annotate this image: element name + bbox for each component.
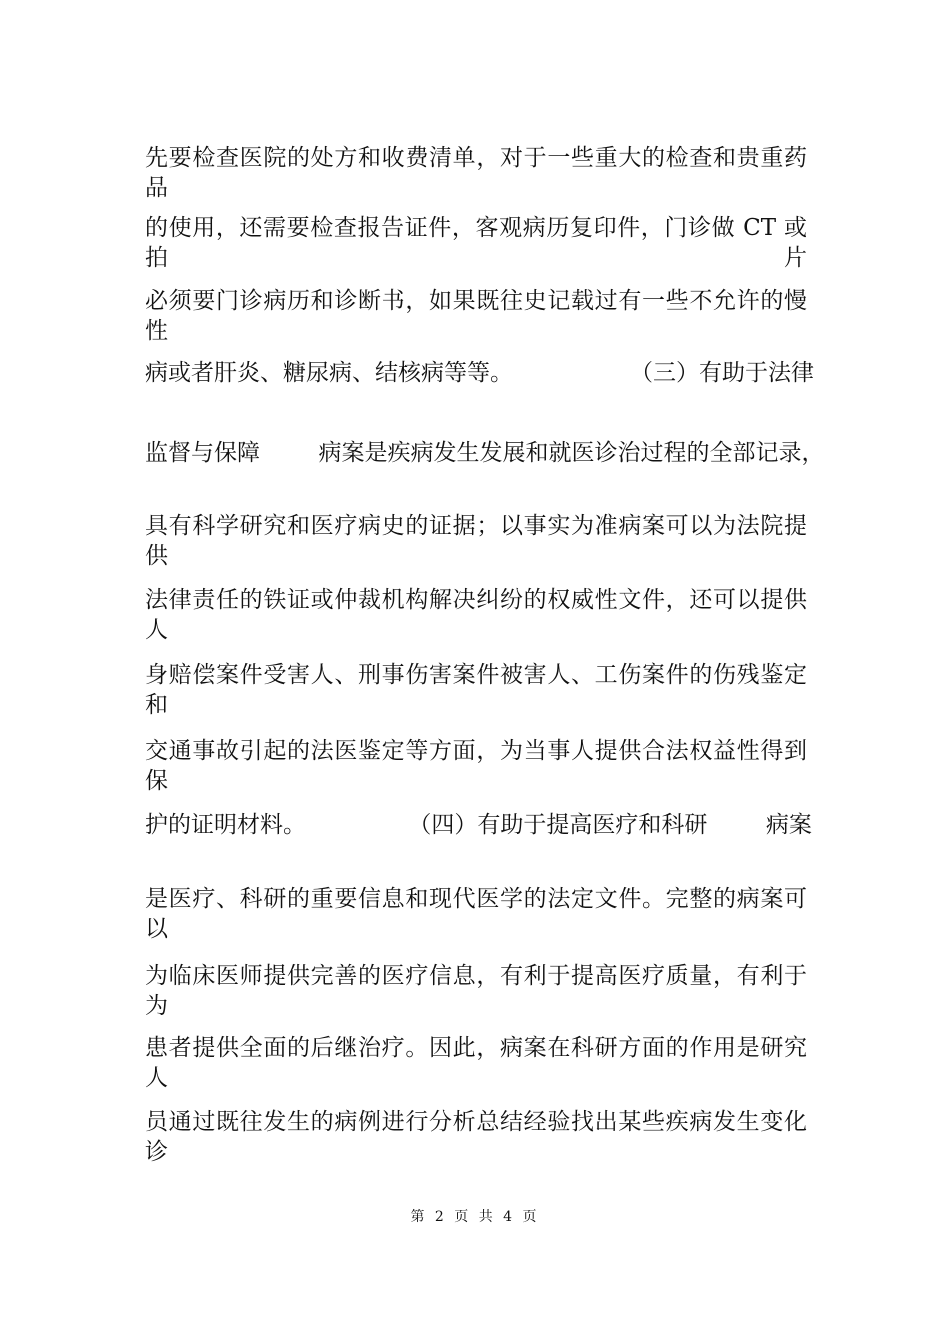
body-text-line: 患者提供全面的后继治疗。因此，病案在科研方面的作用是研究人 — [145, 1035, 807, 1091]
body-text-line: 病或者肝炎、糖尿病、结核病等等。 （三）有助于法律 — [145, 360, 814, 386]
body-text-line: 护的证明材料。 （四）有助于提高医疗和科研 病案 — [145, 812, 812, 838]
body-text-line: 先要检查医院的处方和收费清单，对于一些重大的检查和贵重药品 — [145, 145, 807, 201]
body-text-line: 为临床医师提供完善的医疗信息，有利于提高医疗质量，有利于为 — [145, 963, 807, 1019]
body-text-line: 具有科学研究和医疗病史的证据；以事实为准病案可以为法院提供 — [145, 513, 807, 569]
body-text-line: 必须要门诊病历和诊断书，如果既往史记载过有一些不允许的慢性 — [145, 288, 807, 344]
body-text-line: 法律责任的铁证或仲裁机构解决纠纷的权威性文件，还可以提供人 — [145, 587, 807, 643]
body-text-line: 监督与保障 病案是疾病发生发展和就医诊治过程的全部记录， — [145, 440, 825, 466]
body-text-line: 交通事故引起的法医鉴定等方面，为当事人提供合法权益性得到保 — [145, 738, 807, 794]
body-text-line: 身赔偿案件受害人、刑事伤害案件被害人、工伤案件的伤残鉴定和 — [145, 662, 807, 718]
body-text-line: 员通过既往发生的病例进行分析总结经验找出某些疾病发生变化诊 — [145, 1109, 807, 1165]
page-number-footer: 第 2 页 共 4 页 — [410, 1209, 540, 1225]
body-text-line: 的使用，还需要检查报告证件，客观病历复印件，门诊做 CT 或拍片 — [145, 215, 807, 271]
body-text-line: 是医疗、科研的重要信息和现代医学的法定文件。完整的病案可以 — [145, 886, 807, 942]
